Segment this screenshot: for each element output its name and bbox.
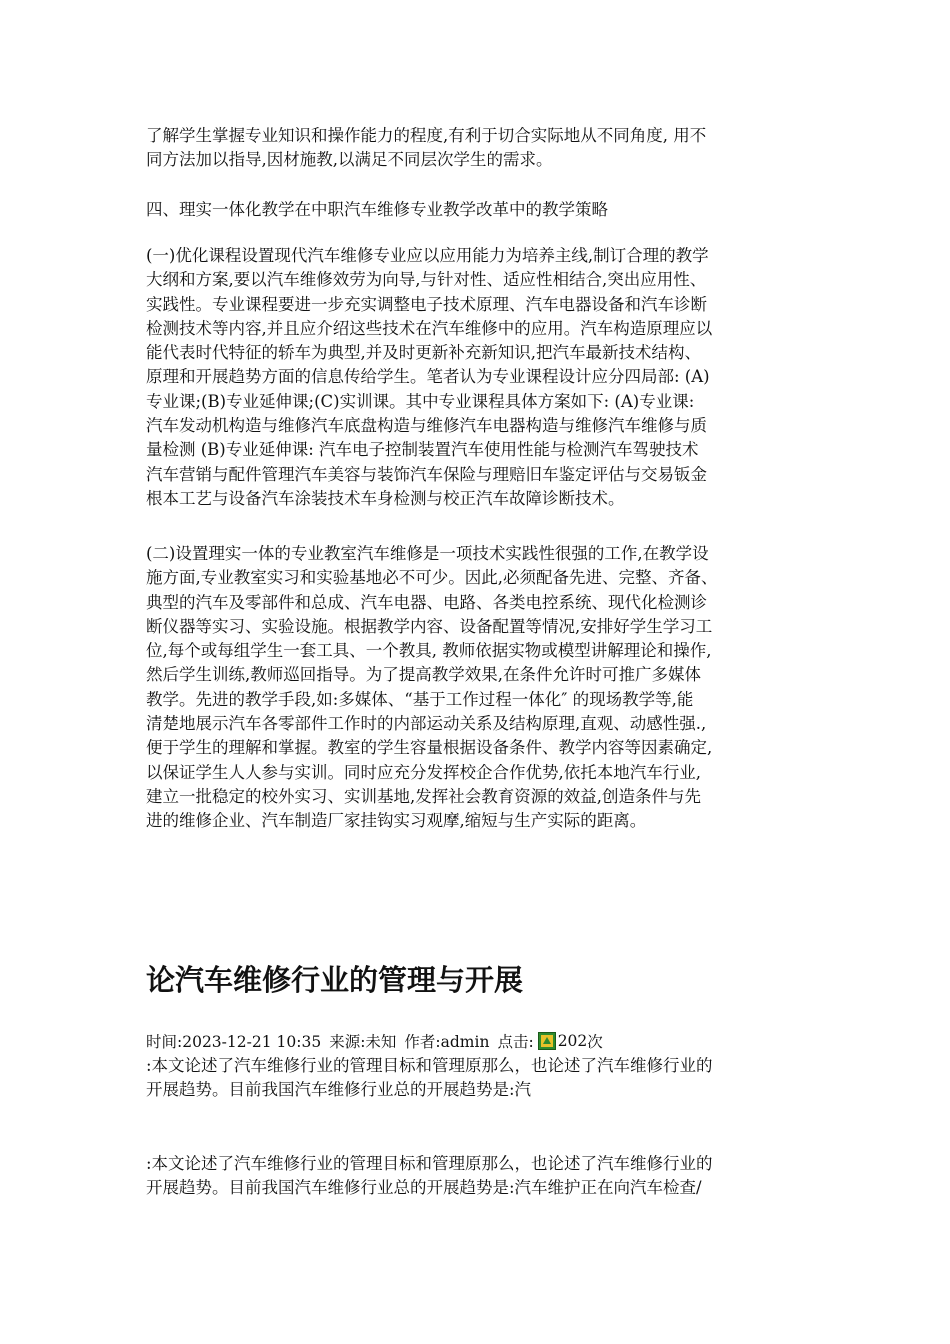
text-line: 以保证学生人人参与实训。同时应充分发挥校企合作优势,依托本地汽车行业, (146, 762, 701, 782)
text-line: 开展趋势。目前我国汽车维修行业总的开展趋势是:汽车维护正在向汽车检查/ (146, 1178, 702, 1198)
article-intro (146, 1152, 818, 1201)
source: 来源:未知 (329, 1033, 397, 1051)
author: 作者:admin (404, 1033, 490, 1051)
clicks-counter-icon (538, 1032, 556, 1050)
text-line: 断仪器等实习、实验设施。根据教学内容、设备配置等情况,安排好学生学习工 (146, 616, 713, 636)
clicks-unit: 次 (587, 1033, 603, 1051)
text-line: 开展趋势。目前我国汽车维修行业总的开展趋势是:汽 (146, 1080, 532, 1100)
text-line: 然后学生训练,教师巡回指导。为了提高教学效果,在条件允许时可推广多媒体 (146, 665, 701, 685)
article-summary (146, 1054, 818, 1103)
text-line: 能代表时代特征的轿车为典型,并及时更新补充新知识,把汽车最新技术结构、 (146, 343, 701, 363)
text-line: 施方面,专业教室实习和实验基地必不可少。因此,必须配备先进、完整、齐备、 (146, 568, 718, 588)
text-line: :本文论述了汽车维修行业的管理目标和管理原那么，也论述了汽车维修行业的 (146, 1154, 713, 1173)
paragraph-course-design (146, 244, 818, 511)
text-line: 清楚地展示汽车各零部件工作时的内部运动关系及结构原理,直观、动感性强., (146, 714, 707, 734)
text-line: (二)设置理实一体的专业教室汽车维修是一项技术实践性很强的工作,在教学设 (146, 544, 709, 563)
text-line: 实践性。专业课程要进一步充实调整电子技术原理、汽车电器设备和汽车诊断 (146, 294, 707, 314)
text-line: 建立一批稳定的校外实习、实训基地,发挥社会教育资源的效益,创造条件与先 (146, 786, 701, 806)
text-line: 大纲和方案,要以汽车维修效劳为向导,与针对性、适应性相结合,突出应用性、 (146, 270, 707, 290)
clicks-label: 点击: (497, 1033, 534, 1051)
paragraph-classroom (146, 542, 818, 834)
text-line: 教学。先进的教学手段,如:多媒体、“基于工作过程一体化″ 的现场教学等,能 (146, 689, 694, 709)
text-line: :本文论述了汽车维修行业的管理目标和管理原那么，也论述了汽车维修行业的 (146, 1056, 713, 1075)
text-line: 位,每个或每组学生一套工具、一个教具, 教师依据实物或模型讲解理论和操作, (146, 641, 712, 661)
text-line: 典型的汽车及零部件和总成、汽车电器、电路、各类电控系统、现代化检测诊 (146, 592, 707, 612)
text-line: 便于学生的理解和掌握。教室的学生容量根据设备条件、教学内容等因素确定, (146, 738, 713, 758)
text-line: 量检测 (B)专业延伸课: 汽车电子控制装置汽车使用性能与检测汽车驾驶技术 (146, 440, 699, 460)
text-line: 了解学生掌握专业知识和操作能力的程度,有利于切合实际地从不同角度, 用不 (146, 126, 707, 145)
text-line: 四、理实一体化教学在中职汽车维修专业教学改革中的教学策略 (146, 200, 608, 219)
text-line: 原理和开展趋势方面的信息传给学生。笔者认为专业课程设计应分四局部: (A) (146, 367, 710, 387)
article-title: 论汽车维修行业的管理与开展 (146, 963, 524, 997)
text-line: 同方法加以指导,因材施教,以满足不同层次学生的需求。 (146, 150, 553, 170)
clicks-value: 202 (557, 1032, 588, 1050)
text-line: 检测技术等内容,并且应介绍这些技术在汽车维修中的应用。汽车构造原理应以 (146, 318, 713, 338)
text-line: 进的维修企业、汽车制造厂家挂钩实习观摩,缩短与生产实际的距离。 (146, 811, 647, 831)
section-heading (146, 198, 818, 222)
text-line: 根本工艺与设备汽车涂装技术车身检测与校正汽车故障诊断技术。 (146, 488, 625, 508)
text-line: 汽车发动机构造与维修汽车底盘构造与维修汽车电器构造与维修汽车维修与质 (146, 416, 707, 436)
article-meta (146, 1030, 603, 1052)
text-line: 汽车营销与配件管理汽车美容与装饰汽车保险与理赔旧车鉴定评估与交易钣金 (146, 464, 707, 484)
text-line: 专业课;(B)专业延伸课;(C)实训课。其中专业课程具体方案如下: (A)专业课: (146, 391, 695, 411)
paragraph-continuation (146, 124, 818, 173)
text-line: (一)优化课程设置现代汽车维修专业应以应用能力为培养主线,制订合理的教学 (146, 246, 709, 265)
publish-time: 时间:2023-12-21 10:35 (146, 1033, 322, 1051)
